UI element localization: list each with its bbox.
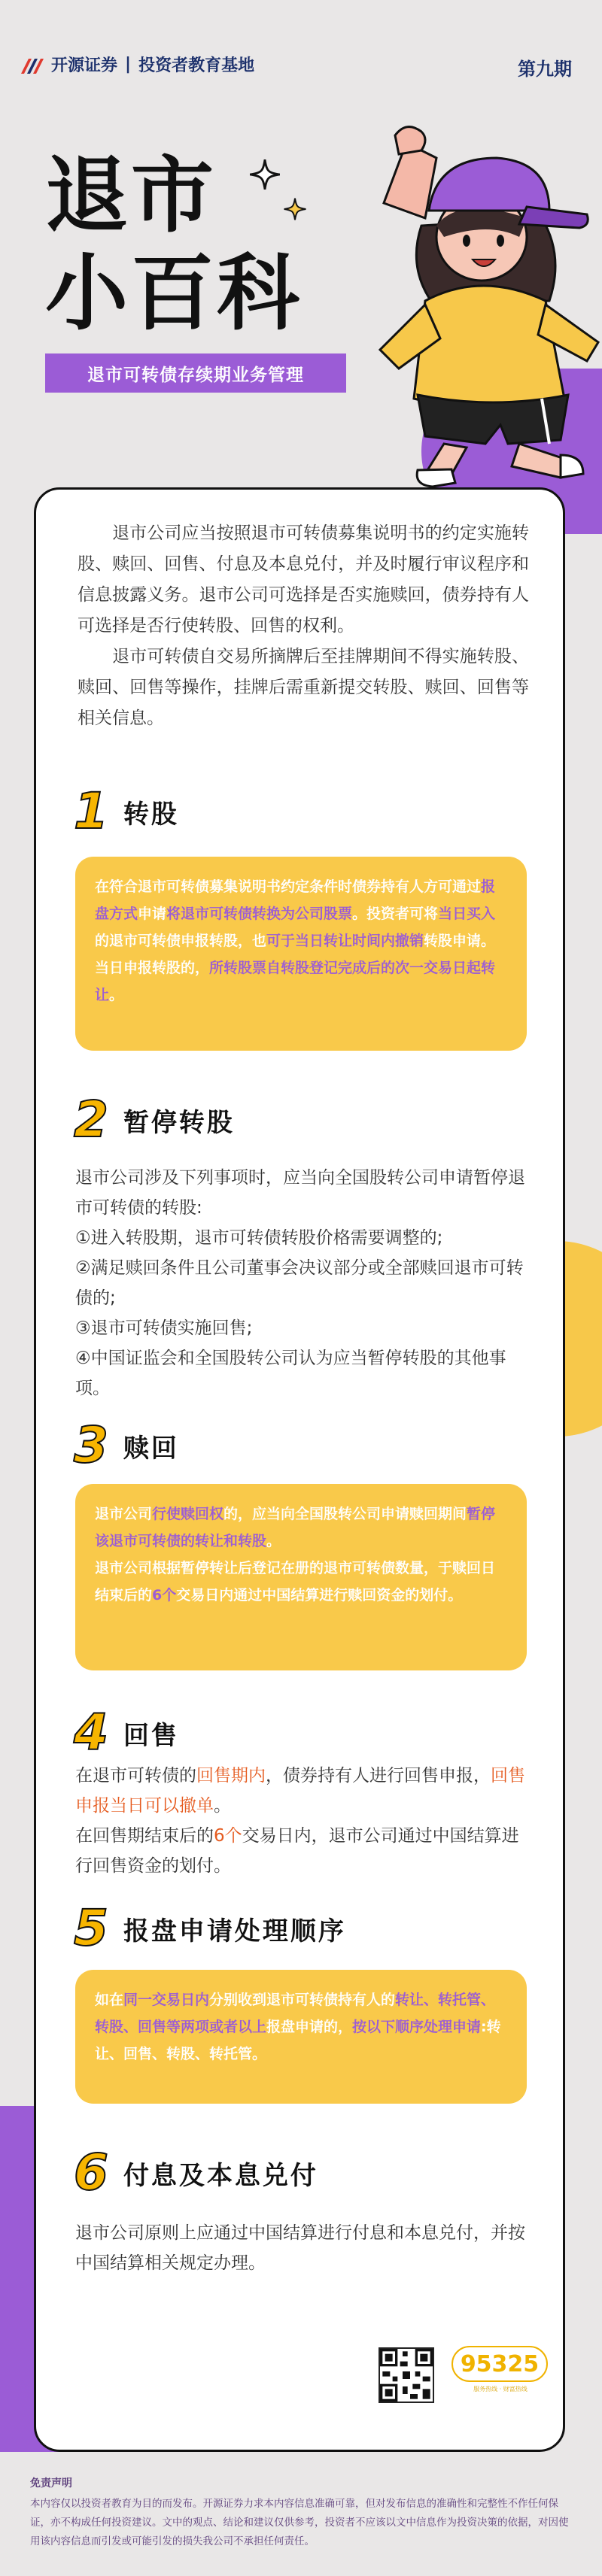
section-5-heading: [74, 1899, 346, 1957]
section-3-box: [75, 1484, 527, 1670]
s3-text: 。: [266, 1533, 281, 1549]
s1-text: 在符合退市可转债募集说明书约定条件时债券持有人方可通过: [95, 878, 482, 895]
section-4-text: [75, 1761, 534, 1881]
issue-number: 第九期: [518, 59, 572, 80]
s2-line: ②满足赎回条件且公司董事会决议部分或全部赎回退市可转债的;: [75, 1258, 524, 1308]
s2-line: 退市公司涉及下列事项时，应当向全国股转公司申请暂停退市可转债的转股:: [75, 1168, 525, 1218]
s4-text: ，债券持有人进行回售申报，: [266, 1766, 491, 1786]
hotline-subtitle: 服务热线 · 财富热线: [473, 2386, 528, 2392]
s2-line: ①进入转股期，退市可转债转股价格需要调整的;: [75, 1228, 443, 1248]
s1-highlight: 当日买入: [438, 906, 496, 922]
section-title: 报盘申请处理顺序: [123, 1916, 346, 1946]
section-number: 5: [74, 1899, 108, 1957]
section-4-heading: [74, 1704, 179, 1761]
s3-highlight: 行使赎回权: [152, 1506, 224, 1522]
brand-slogan: 投资者教育基地: [138, 56, 255, 75]
content-card: [34, 487, 565, 2452]
s2-line: ③退市可转债实施回售;: [75, 1318, 253, 1338]
qr-code-icon[interactable]: [379, 2347, 434, 2403]
s2-line: ④中国证监会和全国股转公司认为应当暂停转股的其他事项。: [75, 1349, 506, 1398]
section-3-heading: [74, 1416, 179, 1474]
s5-text: :转让、回售、转股、转托管。: [95, 2019, 501, 2062]
section-title: 暂停转股: [123, 1107, 235, 1138]
section-title: 付息及本息兑付: [123, 2160, 318, 2191]
section-5-box: [75, 1970, 527, 2104]
s1-text: 。投资者可将: [352, 906, 439, 922]
s5-text: 报盘申请的，: [266, 2019, 353, 2035]
s1-highlight: 所转股票自转股登记完成后的次一交易日起转让: [95, 960, 496, 1003]
s5-text: 分别收到退市可转债持有人的: [209, 1992, 396, 2008]
cartoon-girl-illustration: [354, 113, 602, 489]
section-number: 2: [74, 1091, 108, 1148]
intro-para-2: 退市可转债自交易所摘牌后至挂牌期间不得实施转股、赎回、回售等操作，挂牌后需重新提交转股、赎回、回售等相关信息。: [78, 647, 529, 728]
s5-text: 如在: [95, 1992, 124, 2008]
s4-text: 。: [214, 1796, 231, 1816]
s4-text: 在回售期结束后的: [75, 1826, 214, 1846]
brand-separator: |: [125, 55, 132, 74]
s3-text: 退市公司: [95, 1506, 153, 1522]
section-number: 4: [74, 1704, 108, 1761]
s1-highlight: 可于当日转让时间内撤销: [266, 933, 424, 949]
s3-text: 交易日内通过中国结算进行赎回资金的划付。: [176, 1587, 463, 1604]
section-1-heading: [74, 782, 179, 840]
sparkle-icon: [248, 158, 281, 191]
disclaimer: [30, 2474, 572, 2551]
section-title: 回售: [123, 1720, 179, 1751]
s4-text: 交易日内，退市公司通过中国结算进行回售资金的划付。: [75, 1826, 519, 1876]
s3-highlight: 暂停该退市可转债的转让和转股: [95, 1506, 496, 1549]
s1-text: 当日申报转股的，: [95, 960, 210, 976]
brand-name: 开源证券: [51, 56, 118, 75]
intro-para-1: 退市公司应当按照退市可转债募集说明书的约定实施转股、赎回、回售、付息及本息兑付，并及时履行审议程序和信息披露义务。退市公司可选择是否实施赎回，债券持有人可选择是否行使转股、回售的权利。: [78, 523, 529, 636]
page-title-line-2: 小百科: [45, 245, 303, 341]
s3-highlight: 6个: [152, 1587, 177, 1604]
s1-text: 。: [109, 987, 124, 1003]
brand: [20, 53, 254, 76]
section-6-heading: [74, 2144, 318, 2201]
s4-highlight: 回售期内: [196, 1766, 266, 1786]
disclaimer-text: 本内容仅以投资者教育为目的而发布。开源证券力求本内容信息准确可靠，但对发布信息的准确性和完整性不作任何保证，亦不构成任何投资建议。文中的观点、结论和建议仅供参考，投资者不应该以文中信息作为投资决策的依据，对因使用该内容信息而引发或可能引发的损失我公司不承担任何责任。: [30, 2498, 569, 2547]
section-number: 3: [74, 1416, 108, 1474]
s3-text: 退市公司根据暂停转让后登记在册的退市可转债数量，于赎回日结束后的: [95, 1560, 496, 1604]
s6-text: 退市公司原则上应通过中国结算进行付息和本息兑付，并按中国结算相关规定办理。: [75, 2223, 525, 2273]
section-title: 转股: [123, 799, 179, 830]
s5-highlight: 同一交易日内: [123, 1992, 210, 2008]
s5-highlight: 转让、转托管、转股、回售等两项或者以上: [95, 1992, 496, 2035]
s1-text: 申请: [138, 906, 167, 922]
s1-text: 的退市可转债申报转股，也: [95, 933, 267, 949]
intro-text: [78, 518, 529, 734]
page-title-line-1: 退市: [45, 147, 217, 244]
section-2-heading: [74, 1091, 235, 1148]
section-number: 1: [74, 782, 108, 840]
s5-highlight: 按以下顺序处理申请: [352, 2019, 482, 2035]
s1-highlight: 报盘方式: [95, 878, 496, 922]
section-6-text: [75, 2218, 534, 2278]
section-title: 赎回: [123, 1433, 179, 1464]
s4-highlight: 回售申报当日可以撤单: [75, 1766, 525, 1816]
disclaimer-title: 免责声明: [30, 2477, 72, 2490]
s1-highlight: 将退市可转债转换为公司股票: [166, 906, 353, 922]
s1-text: 转股申请。: [424, 933, 496, 949]
hotline-badge[interactable]: 95325: [451, 2346, 548, 2382]
subtitle-banner: 退市可转债存续期业务管理: [45, 353, 346, 393]
section-1-box: [75, 857, 527, 1051]
sparkle-icon: [283, 197, 307, 221]
s4-text: 在退市可转债的: [75, 1766, 196, 1786]
kaiyuan-logo-icon: [20, 54, 45, 75]
section-2-text: [75, 1163, 534, 1403]
s4-highlight: 6个: [214, 1826, 242, 1846]
section-number: 6: [74, 2144, 108, 2201]
s3-text: 的，应当向全国股转公司申请赎回期间: [223, 1506, 467, 1522]
